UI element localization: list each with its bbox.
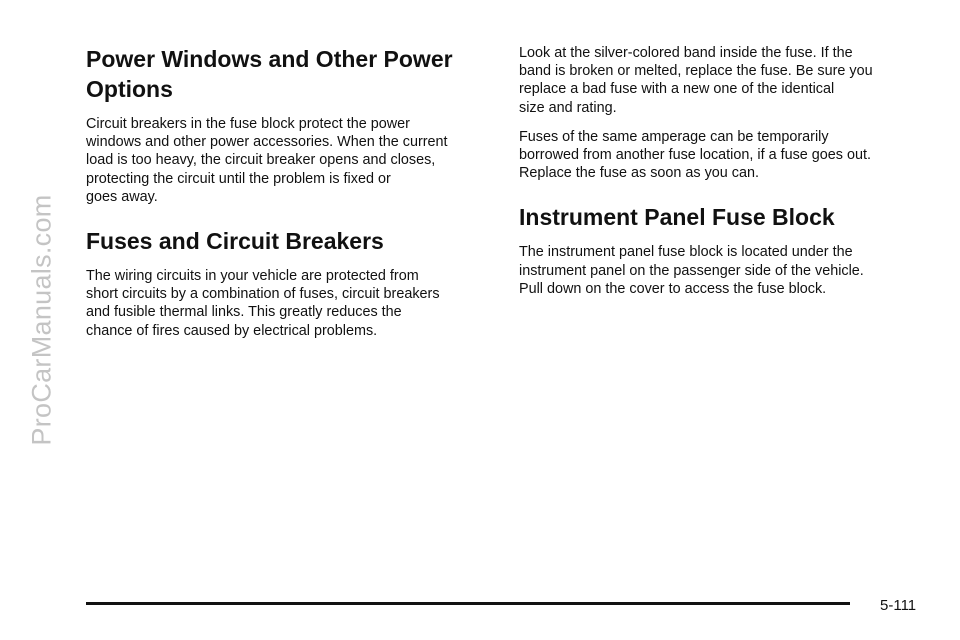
footer-rule	[86, 602, 850, 605]
watermark-text: ProCarManuals.com	[26, 194, 57, 446]
paragraph-silver-band	[519, 44, 924, 117]
text-line: windows and other power accessories. When the current	[86, 134, 448, 151]
paragraph-wiring-circuits	[86, 267, 491, 340]
text-line: The wiring circuits in your vehicle are protected from	[86, 268, 419, 285]
text-line: Replace the fuse as soon as you can.	[519, 165, 759, 182]
text-line: instrument panel on the passenger side of the vehicle.	[519, 262, 864, 279]
paragraph-circuit-breakers	[86, 115, 491, 206]
text-line: short circuits by a combination of fuses, circuit breakers	[86, 286, 440, 303]
heading-power-windows-line1: Power Windows and Other Power	[86, 46, 453, 72]
text-line: chance of fires caused by electrical problems.	[86, 322, 378, 339]
heading-power-windows-line2: Options	[86, 76, 173, 102]
text-line: replace a bad fuse with a new one of the identical	[519, 81, 835, 98]
text-line: and fusible thermal links. This greatly reduces the	[86, 304, 402, 321]
text-line: size and rating.	[519, 99, 617, 116]
text-line: goes away.	[86, 188, 158, 205]
heading-fuses-circuit-breakers: Fuses and Circuit Breakers	[86, 228, 384, 255]
text-line: Look at the silver-colored band inside the fuse. If the	[519, 45, 853, 61]
text-line: load is too heavy, the circuit breaker opens and closes,	[86, 152, 436, 169]
text-line: band is broken or melted, replace the fuse. Be sure you	[519, 63, 873, 80]
text-line: Circuit breakers in the fuse block protect the power	[86, 116, 410, 132]
heading-instrument-panel-fuse-block: Instrument Panel Fuse Block	[519, 204, 835, 231]
text-line: protecting the circuit until the problem is fixed or	[86, 170, 391, 187]
paragraph-instrument-panel	[519, 243, 924, 298]
text-line: Pull down on the cover to access the fuse block.	[519, 280, 827, 297]
text-line: borrowed from another fuse location, if a fuse goes out.	[519, 147, 871, 164]
right-column	[519, 44, 924, 309]
heading-power-windows	[86, 44, 491, 104]
text-line: The instrument panel fuse block is located under the	[519, 244, 853, 261]
left-column	[86, 44, 491, 351]
text-line: Fuses of the same amperage can be temporarily	[519, 128, 829, 145]
paragraph-same-amperage	[519, 128, 924, 183]
page-number: 5-111	[880, 597, 917, 614]
